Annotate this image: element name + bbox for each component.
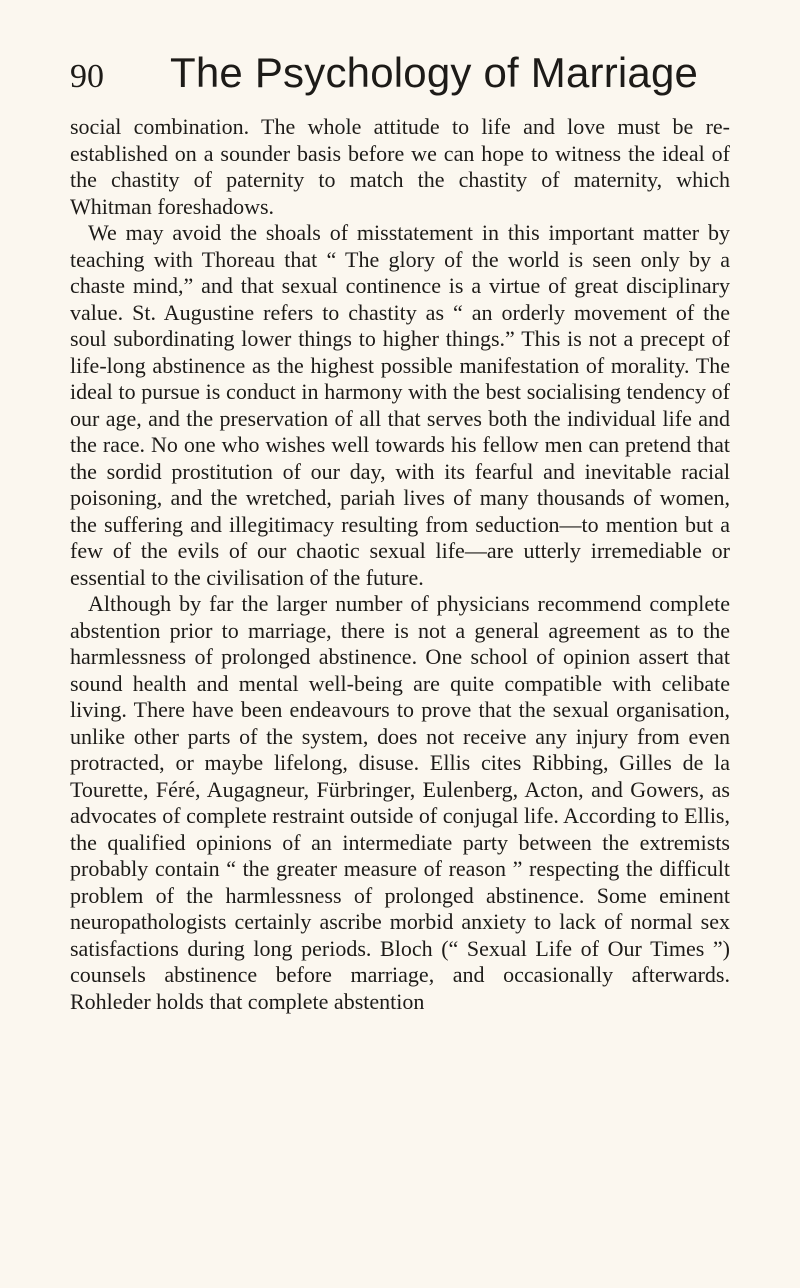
paragraph-abstinence: Although by far the larger number of physicians recommend complete abstention prior to marriage, there is not a general agreement as to the harmlessness of prolonged abstinence. One school of opinion assert that sound health and mental well-being are quite compatible with celibate living. There have been endeavours to prove that the sexual organisation, unlike other parts of the system, does not receive any injury from even protracted, or maybe lifelong, disuse. Ellis cites Ribbing, Gilles de la Tourette, Féré, Augagneur, Fürbringer, Eulenberg, Acton, and Gowers, as advocates of complete restraint outside of conjugal life. According to Ellis, the qualified opinions of an intermediate party between the extremists probably contain “ the greater measure of reason ” respecting the difficult problem of the harmlessness of prolonged abstinence. Some eminent neuropathologists certainly ascribe morbid anxiety to lack of normal sex satisfactions during long periods. Bloch (“ Sexual Life of Our Times ”) counsels abstinence before marriage, and occasionally afterwards. Rohleder holds that complete abstention bbox=[70, 591, 730, 1014]
running-head: The Psychology of Marriage bbox=[170, 49, 699, 96]
paragraph-chastity: We may avoid the shoals of misstatement in this important matter by teaching with Thoreau that “ The glory of the world is seen only by a chaste mind,” and that sexual continence is a virtue of great disciplinary value. St. Augustine refers to chastity as “ an orderly movement of the soul subordinating lower things to higher things.” This is not a precept of life-long abstinence as the highest possible manifestation of morality. The ideal to pursue is conduct in harmony with the best socialising tendency of our age, and the preservation of all that serves both the individual life and the race. No one who wishes well towards his fellow men can pretend that the sordid prostitution of our day, with its fearful and inevitable racial poisoning, and the wretched, pariah lives of many thousands of women, the suffering and illegitimacy resulting from seduction—to mention but a few of the evils of our chaotic sexual life—are utterly irremediable or essential to the civilisation of the future. bbox=[70, 220, 730, 590]
paragraph-continuation: social combination. The whole attitude to life and love must be re-established on a sounder basis before we can hope to witness the ideal of the chastity of paternity to match the chastity of maternity, which Whitman foreshadows. bbox=[70, 114, 730, 219]
body-text bbox=[70, 114, 730, 1015]
book-page bbox=[70, 50, 730, 1015]
page-number: 90 bbox=[70, 58, 104, 95]
page-header bbox=[70, 50, 730, 114]
